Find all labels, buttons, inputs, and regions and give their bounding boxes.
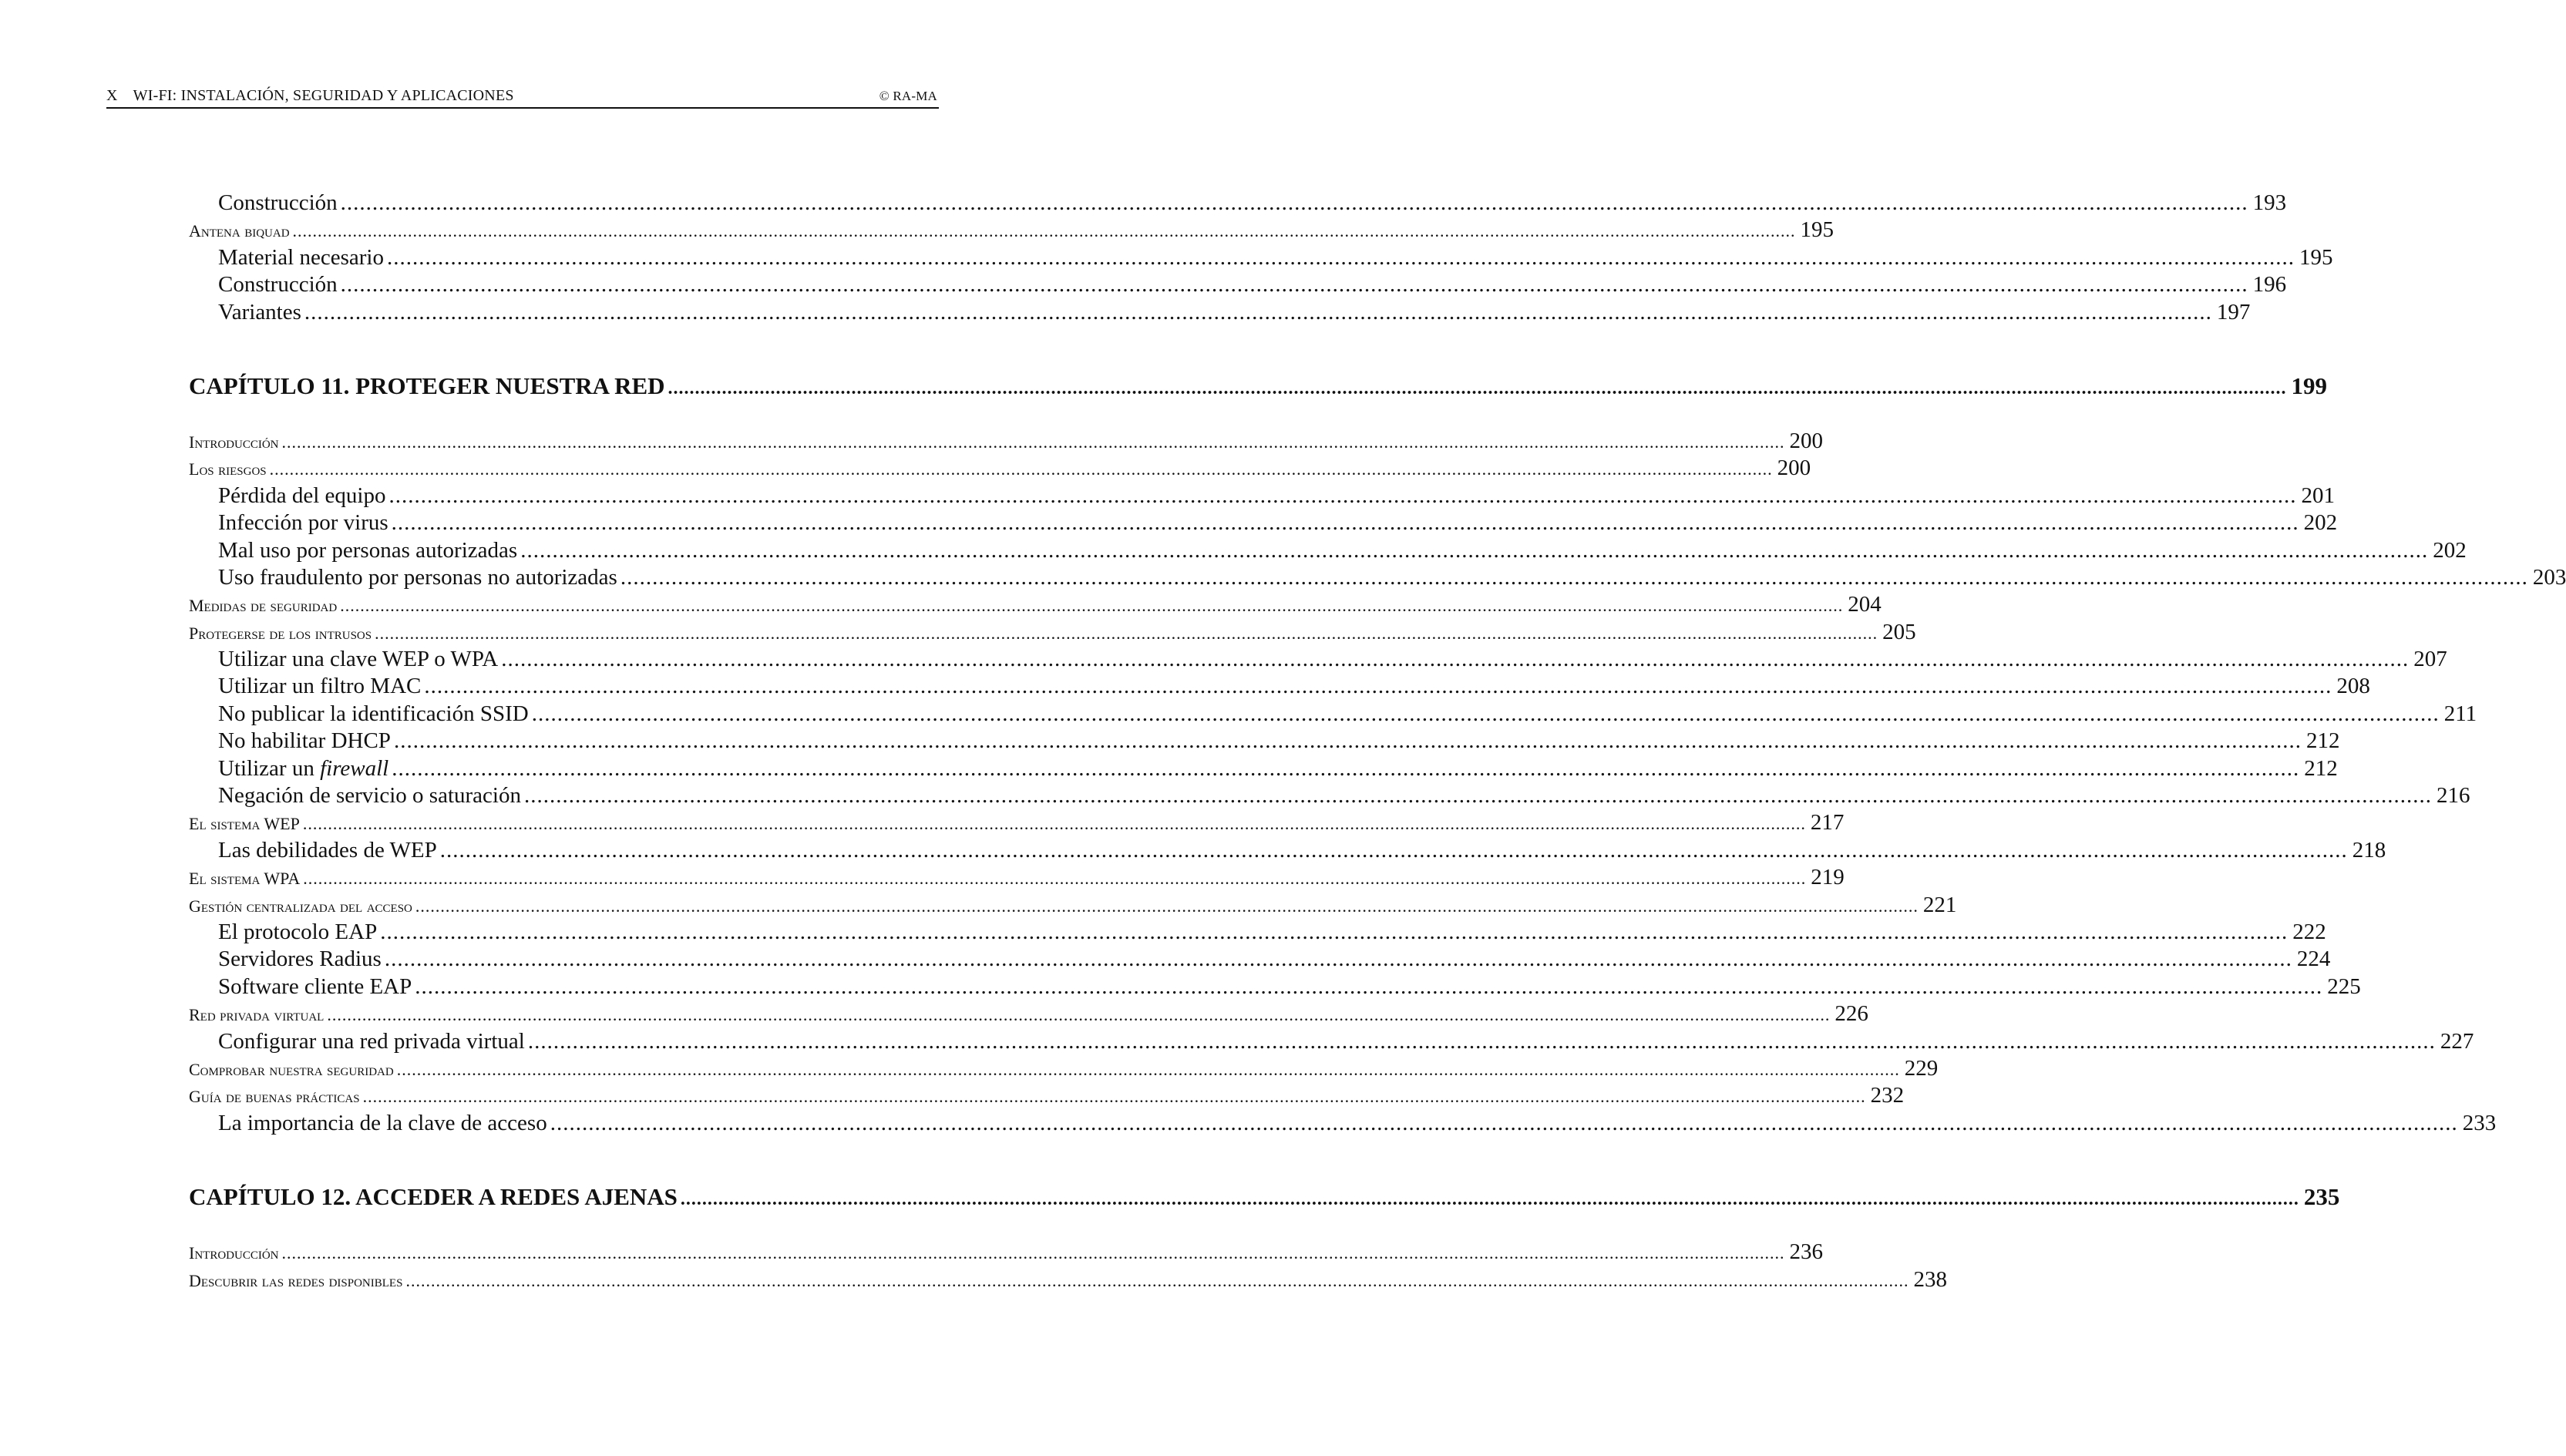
toc-entry-title: Utilizar una clave WEP o WPA — [218, 646, 501, 673]
dot-leader: ............................................................................................................................................................................................................................................................................................................ — [520, 537, 2429, 563]
dot-leader: ............................................................................................................................................................................................................................................................................................................ — [550, 1110, 2458, 1135]
dot-leader: ............................................................................................................................................................................................................................................................................................................ — [281, 432, 1785, 452]
toc-entry-title: Medidas de seguridad — [189, 592, 340, 619]
dot-leader: ............................................................................................................................................................................................................................................................................................................ — [302, 814, 1806, 834]
table-of-contents — [189, 190, 2566, 1293]
toc-entry-title: Introducción — [189, 1239, 282, 1266]
dot-leader: ............................................................................................................................................................................................................................................................................................................ — [362, 1087, 1866, 1107]
toc-entry — [189, 646, 2447, 673]
toc-entry-page: 202 — [2428, 537, 2467, 564]
toc-entry — [189, 782, 2470, 809]
toc-entry — [189, 1266, 1947, 1293]
dot-leader: ............................................................................................................................................................................................................................................................................................................ — [396, 1059, 1900, 1079]
toc-entry — [189, 973, 2361, 1000]
dot-leader: ............................................................................................................................................................................................................................................................................................................ — [620, 564, 2528, 590]
dot-leader: ............................................................................................................................................................................................................................................................................................................ — [523, 783, 2432, 809]
toc-entry-page: 211 — [2440, 701, 2477, 728]
dot-leader: ............................................................................................................................................................................................................................................................................................................ — [405, 1270, 1909, 1290]
toc-entry-page: 200 — [1773, 455, 1811, 482]
toc-entry-title: Pérdida del equipo — [218, 483, 388, 509]
toc-entry — [189, 701, 2477, 728]
toc-entry — [189, 673, 2370, 700]
toc-entry — [189, 190, 2287, 217]
toc-entry-title: Comprobar nuestra seguridad — [189, 1056, 397, 1083]
dot-leader: ............................................................................................................................................................................................................................................................................................................ — [269, 459, 1773, 479]
header-left — [106, 87, 514, 105]
toc-entry-title: CAPÍTULO 11. PROTEGER NUESTRA RED — [189, 363, 668, 409]
toc-entry — [189, 837, 2386, 864]
toc-entry — [189, 728, 2340, 755]
toc-entry-title: Configurar una red privada virtual — [218, 1028, 528, 1055]
toc-entry-title: Software cliente EAP — [218, 973, 415, 1000]
toc-entry-title: Construcción — [218, 271, 341, 298]
toc-entry-title: Servidores Radius — [218, 946, 385, 973]
dot-leader: ............................................................................................................................................................................................................................................................................................................ — [375, 623, 1878, 643]
toc-entry — [189, 619, 1916, 646]
toc-entry-title: Protegerse de los intrusos — [189, 620, 375, 647]
dot-leader: ............................................................................................................................................................................................................................................................................................................ — [303, 869, 1807, 889]
toc-entry-page: 212 — [2299, 755, 2338, 782]
toc-entry-page: 229 — [1900, 1055, 1939, 1082]
toc-entry-title: Gestión centralizada del acceso — [189, 893, 415, 920]
toc-entry-title: Utilizar un firewall — [218, 755, 392, 782]
toc-entry-page: 225 — [2322, 973, 2361, 1000]
toc-entry-title: Descubrir las redes disponibles — [189, 1267, 405, 1294]
toc-entry — [189, 1028, 2474, 1055]
toc-entry-page: 195 — [2295, 244, 2333, 271]
toc-entry-page: 208 — [2332, 673, 2370, 700]
toc-entry — [189, 509, 2338, 536]
toc-entry-page: 227 — [2436, 1028, 2474, 1055]
dot-leader: ............................................................................................................................................................................................................................................................................................................ — [386, 244, 2295, 270]
toc-entry-page: 203 — [2528, 564, 2566, 591]
toc-entry-page: 233 — [2458, 1110, 2497, 1137]
toc-entry-page: 217 — [1806, 809, 1845, 836]
toc-entry-title: No habilitar DHCP — [218, 728, 394, 755]
toc-entry-page: 205 — [1878, 619, 1916, 646]
publisher-mark: © RA-MA — [879, 89, 937, 103]
toc-entry-title: Mal uso por personas autorizadas — [218, 537, 520, 564]
toc-entry-page: 235 — [2299, 1174, 2340, 1220]
toc-entry-page: 219 — [1806, 864, 1845, 891]
dot-leader: ............................................................................................................................................................................................................................................................................................................ — [388, 483, 2297, 508]
dot-leader: ............................................................................................................................................................................................................................................................................................................ — [680, 1189, 2299, 1210]
dot-leader: ............................................................................................................................................................................................................................................................................................................ — [340, 596, 1844, 616]
toc-entry-page: 195 — [1796, 217, 1835, 244]
toc-entry — [189, 1110, 2497, 1137]
toc-entry-title: El sistema WEP — [189, 810, 303, 837]
toc-entry-page: 218 — [2348, 837, 2386, 864]
dot-leader: ............................................................................................................................................................................................................................................................................................................ — [340, 190, 2248, 215]
toc-entry-title: CAPÍTULO 12. ACCEDER A REDES AJENAS — [189, 1174, 681, 1220]
toc-entry-title: Guía de buenas prácticas — [189, 1083, 363, 1110]
toc-entry-title: Las debilidades de WEP — [218, 837, 440, 864]
dot-leader: ............................................................................................................................................................................................................................................................................................................ — [327, 1005, 1831, 1025]
toc-entry-page: 222 — [2288, 919, 2326, 946]
toc-entry — [189, 1000, 1868, 1027]
toc-entry — [189, 271, 2287, 298]
toc-entry-page: 200 — [1785, 428, 1824, 455]
dot-leader: ............................................................................................................................................................................................................................................................................................................ — [384, 947, 2292, 972]
toc-entry-title: La importancia de la clave de acceso — [218, 1110, 550, 1137]
toc-entry-page: 236 — [1785, 1239, 1824, 1266]
toc-entry-page: 232 — [1866, 1082, 1905, 1109]
toc-entry — [189, 755, 2338, 782]
dot-leader: ............................................................................................................................................................................................................................................................................................................ — [415, 973, 2323, 999]
toc-entry-title: El protocolo EAP — [218, 919, 380, 946]
toc-entry-page: 212 — [2302, 728, 2340, 755]
toc-chapter-entry — [189, 363, 2328, 409]
dot-leader: ............................................................................................................................................................................................................................................................................................................ — [501, 647, 2410, 672]
toc-entry-title: No publicar la identificación SSID — [218, 701, 532, 728]
toc-entry — [189, 1055, 1939, 1082]
toc-entry — [189, 919, 2326, 946]
toc-entry — [189, 564, 2566, 591]
toc-entry-page: 199 — [2287, 363, 2328, 409]
toc-entry — [189, 455, 1811, 482]
toc-entry-title: Infección por virus — [218, 509, 392, 536]
dot-leader: ............................................................................................................................................................................................................................................................................................................ — [668, 378, 2287, 398]
toc-entry-title: Uso fraudulento por personas no autorizadas — [218, 564, 620, 591]
toc-entry-title: Los riesgos — [189, 456, 270, 483]
dot-leader: ............................................................................................................................................................................................................................................................................................................ — [292, 221, 1796, 241]
toc-entry — [189, 892, 1957, 919]
toc-entry — [189, 537, 2467, 564]
toc-chapter-entry — [189, 1174, 2340, 1220]
toc-entry-title: Utilizar un filtro MAC — [218, 673, 424, 700]
toc-entry-page: 197 — [2212, 299, 2251, 326]
toc-entry-title: Material necesario — [218, 244, 387, 271]
toc-entry-title: Negación de servicio o saturación — [218, 782, 524, 809]
dot-leader: ............................................................................................................................................................................................................................................................................................................ — [391, 510, 2299, 536]
dot-leader: ............................................................................................................................................................................................................................................................................................................ — [340, 272, 2248, 298]
toc-entry-title: El sistema WPA — [189, 865, 303, 892]
toc-entry-page: 224 — [2292, 946, 2331, 973]
toc-entry-page: 226 — [1830, 1000, 1868, 1027]
toc-entry-page: 221 — [1919, 892, 1957, 919]
running-header — [106, 86, 939, 109]
toc-entry-page: 238 — [1909, 1266, 1947, 1293]
toc-entry — [189, 1082, 1905, 1109]
toc-entry-title: Antena biquad — [189, 217, 293, 244]
toc-entry-page: 202 — [2299, 509, 2338, 536]
dot-leader: ............................................................................................................................................................................................................................................................................................................ — [439, 837, 2348, 863]
toc-entry — [189, 864, 1845, 891]
toc-entry-page: 207 — [2409, 646, 2447, 673]
dot-leader: ............................................................................................................................................................................................................................................................................................................ — [527, 1028, 2436, 1054]
toc-entry — [189, 483, 2335, 509]
dot-leader: ............................................................................................................................................................................................................................................................................................................ — [380, 919, 2289, 944]
toc-entry-title: Construcción — [218, 190, 341, 217]
toc-entry — [189, 244, 2333, 271]
toc-entry — [189, 1239, 1823, 1266]
dot-leader: ............................................................................................................................................................................................................................................................................................................ — [531, 701, 2440, 726]
toc-entry-title: Variantes — [218, 299, 304, 326]
toc-entry-page: 193 — [2248, 190, 2287, 217]
dot-leader: ............................................................................................................................................................................................................................................................................................................ — [304, 299, 2212, 324]
dot-leader: ............................................................................................................................................................................................................................................................................................................ — [281, 1243, 1785, 1263]
page-number: X — [106, 87, 118, 104]
toc-entry — [189, 428, 1823, 455]
toc-entry-page: 201 — [2296, 483, 2335, 509]
dot-leader: ............................................................................................................................................................................................................................................................................................................ — [415, 896, 1919, 916]
dot-leader: ............................................................................................................................................................................................................................................................................................................ — [392, 755, 2300, 781]
toc-entry-page: 216 — [2432, 782, 2470, 809]
toc-entry-page: 196 — [2248, 271, 2287, 298]
toc-entry-title: Red privada virtual — [189, 1001, 327, 1028]
toc-entry-title: Introducción — [189, 429, 282, 456]
dot-leader: ............................................................................................................................................................................................................................................................................................................ — [424, 674, 2332, 699]
toc-entry — [189, 946, 2331, 973]
toc-entry — [189, 299, 2251, 326]
toc-entry — [189, 809, 1845, 836]
toc-entry-page: 204 — [1843, 591, 1882, 618]
book-title: WI-FI: INSTALACIÓN, SEGURIDAD Y APLICACIONES — [133, 87, 514, 104]
toc-entry — [189, 591, 1882, 618]
dot-leader: ............................................................................................................................................................................................................................................................................................................ — [393, 728, 2302, 754]
toc-entry — [189, 217, 1835, 244]
